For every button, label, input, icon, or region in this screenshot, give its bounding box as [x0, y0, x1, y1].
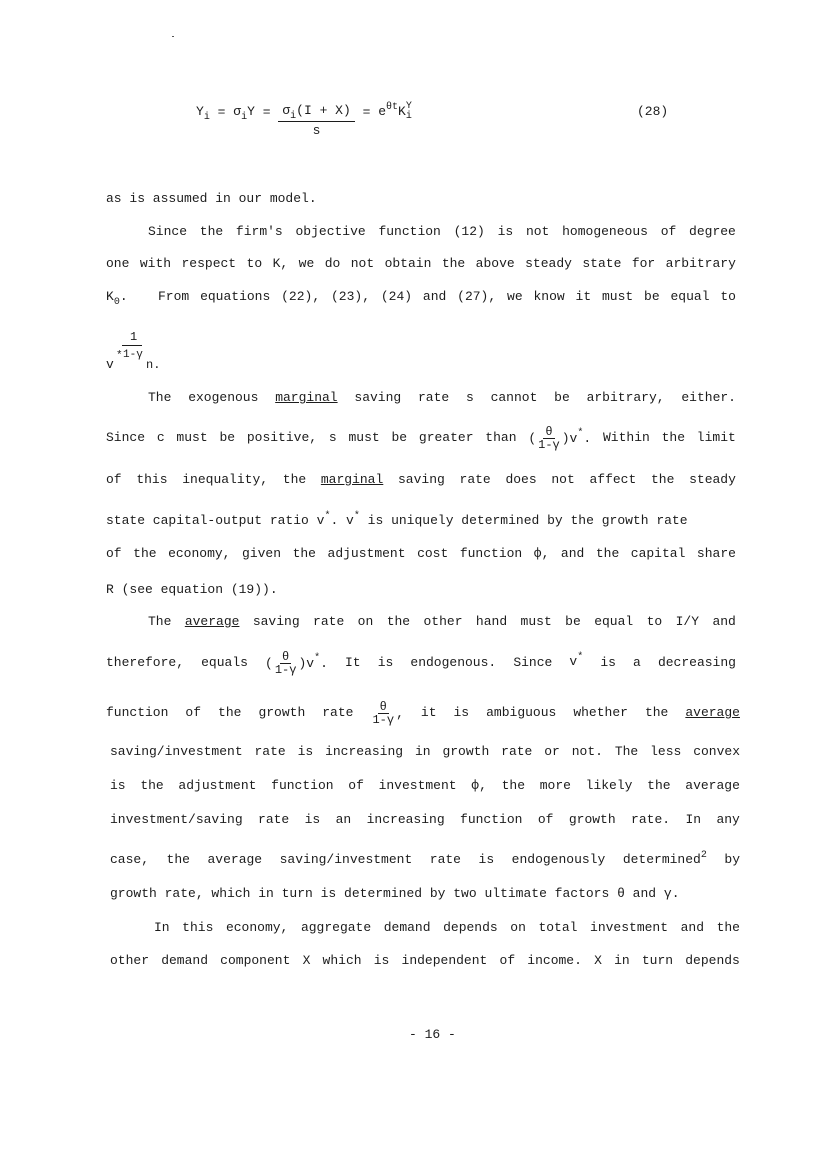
- paragraph-line: R (see equation (19)).: [106, 582, 278, 597]
- inline-expression: ( $\frac{\theta}{1-\gamma}$ )v*.: [528, 424, 592, 452]
- paragraph-line: of this inequality, the marginal saving rate does not affect the steady: [106, 472, 736, 487]
- paragraph-line: therefore, equals ( $\frac{\theta}{1-\gamma}$ )v*. It is endogenous. Since v* is a decreasing: [106, 649, 736, 677]
- paragraph-line: case, the average saving/investment rate is endogenously determined$^2$ by: [110, 850, 740, 867]
- paragraph-line: growth rate, which in turn is determined by two ultimate factors θ and γ.: [110, 886, 680, 901]
- paragraph-line: as is assumed in our model.: [106, 191, 317, 206]
- steady-state-expression: 1 v * 1-γ n.: [106, 330, 161, 372]
- paragraph-line: state capital-output ratio v*. v* is uniquely determined by the growth rate: [106, 511, 688, 528]
- eq-fraction: $\frac{\sigma_i(I + X)}{s}$: [278, 102, 354, 139]
- paragraph-line: function of the growth rate $\frac{\theta}{1-\gamma}$ , it is ambiguous whether the average: [106, 699, 740, 727]
- paragraph-line: investment/saving rate is an increasing function of growth rate. In any: [110, 812, 740, 827]
- eq-sign: =: [262, 104, 271, 120]
- paragraph-line: one with respect to K, we do not obtain the above steady state for arbitrary: [106, 256, 736, 271]
- eq-sigma-y: $\sigma_iY$: [233, 104, 255, 124]
- paragraph-line: The exogenous marginal saving rate s cannot be arbitrary, either.: [148, 390, 736, 405]
- equation-28: [196, 102, 412, 142]
- scan-mark: [172, 36, 174, 37]
- paragraph-line: Since c must be positive, s must be greater than ( $\frac{\theta}{1-\gamma}$ )v*. Within the limit: [106, 424, 736, 452]
- inline-expression: ( $\frac{\theta}{1-\gamma}$ )v*.: [265, 649, 328, 677]
- paragraph-line: From equations (22), (23), (24) and (27), we know it must be equal to: [158, 289, 736, 304]
- paragraph-line: is the adjustment function of investment ф, the more likely the average: [110, 778, 740, 793]
- paragraph-line: The average saving rate on the other hand must be equal to I/Y and: [148, 614, 736, 629]
- eq-lhs-y: $Y_i$: [196, 104, 210, 124]
- paragraph-line: of the economy, given the adjustment cost function ф, and the capital share: [106, 546, 736, 561]
- paragraph-line: In this economy, aggregate demand depends on total investment and the: [154, 920, 740, 935]
- k0-symbol: $K_0$.: [106, 289, 128, 308]
- eq-sign: =: [362, 104, 371, 120]
- page-number: - 16 -: [409, 1027, 456, 1042]
- inline-expression: $\frac{\theta}{1-\gamma}$ ,: [372, 699, 404, 727]
- paragraph-line: Since the firm's objective function (12) is not homogeneous of degree: [148, 224, 736, 239]
- footnote-marker: 2: [700, 850, 707, 861]
- paragraph-line: saving/investment rate is increasing in growth rate or not. The less convex: [110, 744, 740, 759]
- eq-rhs: $e^{\theta t}K$ Y i: [378, 101, 412, 122]
- eq-sign: =: [217, 104, 226, 120]
- paragraph-line: other demand component X which is independent of income. X in turn depends: [110, 953, 740, 968]
- equation-number: (28): [637, 104, 669, 119]
